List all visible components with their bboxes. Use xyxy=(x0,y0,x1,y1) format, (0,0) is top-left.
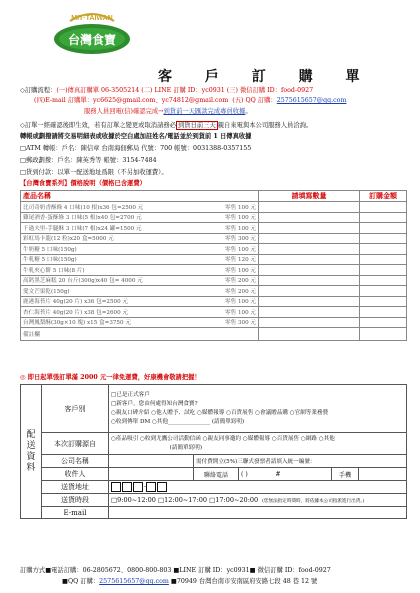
product-name-cell: 雞尾酒香-蛋酥條 3 口味(5 根)x40 包=2700 元 零售 100 元 xyxy=(21,212,259,223)
series-title: 【台灣食寶系列】價格說明（價格已含運費） xyxy=(20,180,146,187)
footer-line1: 訂購方式■電話訂購：06-2805672、0800-800-803 ■LINE 訂購 ID：yc0931■ 微信訂購 ID：food-0927 xyxy=(20,567,331,574)
amount-cell[interactable] xyxy=(360,254,407,265)
recipient-field[interactable] xyxy=(109,468,194,481)
amount-cell[interactable] xyxy=(360,233,407,244)
quantity-cell[interactable] xyxy=(259,328,360,341)
amount-cell[interactable] xyxy=(360,212,407,223)
quantity-cell[interactable] xyxy=(259,275,360,286)
amount-cell[interactable] xyxy=(360,307,407,318)
amount-cell[interactable] xyxy=(360,223,407,234)
product-name-cell: 牛軋糖 5 口味(150g) 零售 120 元 xyxy=(21,254,259,265)
payment-atm: □ATM 轉帳：戶名：陳信章 台南海佃郵局 代號：700 帳號：0031388-0357155 xyxy=(20,145,252,152)
email-field[interactable] xyxy=(109,507,407,519)
payment-link[interactable]: 到貨前一天匯款完成專員收據 xyxy=(163,108,246,115)
address-label: 送貨地址 xyxy=(42,481,109,494)
promo-text: ◎ 即日起單張訂單滿 2000 元一律免運費，好康機會敬請把握！ xyxy=(20,374,201,381)
quantity-cell[interactable] xyxy=(259,233,360,244)
product-name-cell: 彩虹馬卡龍(12 粒)x20 盒=5000 元 零售 300 元 xyxy=(21,233,259,244)
product-name-cell: 比司奇奶香酥條 4 口味(10 根)x36 包=2500 元 零售 100 元 xyxy=(21,202,259,213)
product-row xyxy=(21,317,407,328)
col-product-name: 產品名稱 xyxy=(21,191,259,202)
recipient-label: 收件人 xyxy=(42,468,109,481)
order-process-line1: ◇訂購流程：(一)傳真訂購單 06-3505214 (二) LINE 訂購 ID：yc0931 (三) 微信訂購 ID：food-0927 xyxy=(20,87,314,94)
svg-text:台灣食寶: 台灣食寶 xyxy=(67,33,117,47)
source-label: 本次訂購源自 xyxy=(42,433,109,455)
product-name-cell: 台灣鳳梨酥(30g×10 塊) x15 盒=3750 元 零售 300 元 xyxy=(21,317,259,328)
product-row xyxy=(21,286,407,297)
quantity-cell[interactable] xyxy=(259,202,360,213)
amount-cell[interactable] xyxy=(360,286,407,297)
product-row xyxy=(21,233,407,244)
quantity-cell[interactable] xyxy=(259,296,360,307)
product-row xyxy=(21,265,407,276)
product-name-cell: 牛奶糖 5 口味(150g) 零售 100 元 xyxy=(21,244,259,255)
product-row xyxy=(21,202,407,213)
source-options[interactable]: ○產品吸引 ○收到尤鷹公司活動信函 ○親友同事邀約 ○媒體報導 ○百貨展售 ○網路 ○其他 (請簡單寫明) xyxy=(109,433,407,455)
section-label: 配 送 資 料 xyxy=(21,385,42,519)
notice-line2: 轉帳或劃撥請將交易明細表或收據於空白處加註姓名/電話並於到貨前 1 日傳真收據 xyxy=(20,133,252,140)
address-field[interactable]: - xyxy=(109,481,407,494)
page-title: 客 戶 訂 購 單 xyxy=(158,69,374,85)
brand-logo xyxy=(48,9,138,57)
col-amount: 訂購金額 xyxy=(360,191,407,202)
amount-cell[interactable] xyxy=(360,317,407,328)
footer-qq-link[interactable]: 2575615657@qq.com xyxy=(99,578,169,585)
product-row xyxy=(21,328,407,341)
notice-line1: ◇訂單一經確認後即生效，若有訂單之變更或取消請務必 到貨日前三天 親自來電與本公司服務人員洽詢。 xyxy=(20,122,313,129)
quantity-cell[interactable] xyxy=(259,244,360,255)
company-label: 公司名稱 xyxy=(42,455,109,468)
phone-field[interactable]: ( ) # xyxy=(239,468,332,481)
product-name-cell: 愛文芒果乾(150g) 零售 200 元 xyxy=(21,286,259,297)
customer-type-options[interactable]: □已是正式客戶 □新客戶，您由何處得知台灣食寶? ○親友口碑介紹 ○他人贈予、試吃 ○媒體報導 ○百貨展售 ○會議贈品購 ○官網等業務贊 ○收到傳單 DM ○其他_______________ (請簡單寫明) xyxy=(109,385,407,433)
quantity-cell[interactable] xyxy=(259,265,360,276)
amount-cell[interactable] xyxy=(360,202,407,213)
product-row xyxy=(21,254,407,265)
product-row xyxy=(21,212,407,223)
payment-cod: □貨到付款：以單一配送地址爲限（不另加收運費）。 xyxy=(20,169,168,176)
order-process-line2: (四)E-mail 訂購單：yc6625@gmail.com、yc74812@gmail.com (五) QQ 訂購：2575615657@qq.com xyxy=(34,97,347,104)
company-field[interactable] xyxy=(109,455,194,468)
invoice-note[interactable]: 需付費開立(5%)三聯式發票者請填入統一編號： xyxy=(194,455,407,468)
amount-cell[interactable] xyxy=(360,296,407,307)
product-name-cell: 鹿港海苔片 40g(20 片) x36 包=2500 元 零售 100 元 xyxy=(21,296,259,307)
mobile-label: 手機 xyxy=(332,468,359,481)
email-label: E-mail xyxy=(42,507,109,519)
quantity-cell[interactable] xyxy=(259,223,360,234)
payment-postal: □郵政劃撥：戶名：陳英秀等 帳號：3154-7484 xyxy=(20,157,157,164)
amount-cell[interactable] xyxy=(360,244,407,255)
product-name-cell: 千過夫里-手腿酥 3 口味(7 根)x24 罐=1500 元 零售 100 元 xyxy=(21,223,259,234)
product-row xyxy=(21,296,407,307)
delivery-time-label: 送貨時段 xyxy=(42,494,109,507)
product-row xyxy=(21,275,407,286)
order-form xyxy=(20,384,407,519)
svg-text:MIT·TAIWAN: MIT·TAIWAN xyxy=(71,15,113,22)
quantity-cell[interactable] xyxy=(259,254,360,265)
order-process-line3: 服務人員回電(信)確認完成→到貨前一天匯款完成專員收據。 xyxy=(84,108,252,115)
product-row xyxy=(21,244,407,255)
col-quantity: 請填寫數量 xyxy=(259,191,360,202)
product-name-cell: 高鈣黑芝麻糕 20 台斤(300g)x40 包= 4000 元 零售 200 元 xyxy=(21,275,259,286)
customer-type-label: 客戶別 xyxy=(42,385,109,433)
mobile-field[interactable] xyxy=(359,468,407,481)
product-row xyxy=(21,223,407,234)
quantity-cell[interactable] xyxy=(259,307,360,318)
product-name-cell: 杏仁海苔片 40g(20 片) x38 包=2600 元 零售 100 元 xyxy=(21,307,259,318)
quantity-cell[interactable] xyxy=(259,212,360,223)
qq-email-link[interactable]: 2575615657@qq.com xyxy=(276,97,347,104)
product-row xyxy=(21,307,407,318)
product-name-cell: 備註欄 xyxy=(21,328,259,341)
phone-label: 聯絡電話 xyxy=(194,468,239,481)
amount-cell[interactable] xyxy=(360,328,407,341)
quantity-cell[interactable] xyxy=(259,286,360,297)
amount-cell[interactable] xyxy=(360,275,407,286)
product-name-cell: 牛軋夾心餅 5 口味(8 片) 零售 100 元 xyxy=(21,265,259,276)
quantity-cell[interactable] xyxy=(259,317,360,328)
amount-cell[interactable] xyxy=(360,265,407,276)
delivery-time-options[interactable]: □9:00~12:00 □12:00~17:00 □17:00~20:00 (您無法指定時間時，將依據本公司指派進行出貨。) xyxy=(109,494,407,507)
footer-line2: ■QQ 訂購：2575615657@qq.com ■70949 台灣台南市安南區府安路七段 48 巷 12 號 xyxy=(62,578,318,585)
product-table xyxy=(20,190,407,341)
